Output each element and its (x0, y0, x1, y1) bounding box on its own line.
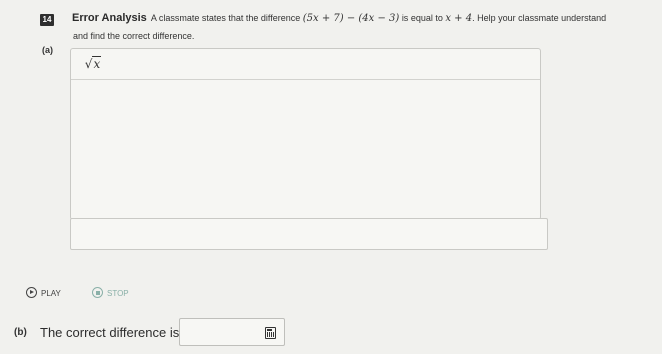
play-label: PLAY (41, 289, 61, 298)
expression: (5x + 7) − (4x − 3) (302, 13, 400, 24)
square-root-variable: x (93, 57, 101, 71)
play-button[interactable] (26, 286, 61, 302)
part-b-answer-input[interactable] (179, 318, 285, 346)
stop-circle-icon (92, 287, 103, 298)
prompt-middle: is equal to (401, 13, 443, 23)
square-root-button[interactable] (81, 55, 105, 73)
part-a-math-editor[interactable] (70, 48, 541, 220)
editor-toolbar (71, 49, 540, 80)
part-b-text: The correct difference is (40, 325, 180, 340)
prompt-after: . Help your classmate understand (472, 13, 607, 23)
stop-button[interactable] (92, 286, 129, 302)
question-number-badge: 14 (40, 14, 54, 26)
part-b-label: (b) (14, 327, 27, 338)
part-a-label: (a) (42, 45, 53, 55)
question-prompt-line1 (72, 12, 606, 24)
stop-label: STOP (107, 289, 129, 298)
prompt-before: A classmate states that the difference (150, 13, 301, 23)
question-prompt-line2: and find the correct difference. (73, 31, 195, 41)
part-a-response-field[interactable] (70, 218, 548, 250)
square-root-icon: √ (84, 57, 93, 71)
question-title: Error Analysis (72, 12, 147, 24)
play-circle-icon (26, 287, 37, 298)
claimed-result: x + 4 (445, 13, 473, 24)
calculator-icon[interactable] (265, 327, 276, 339)
